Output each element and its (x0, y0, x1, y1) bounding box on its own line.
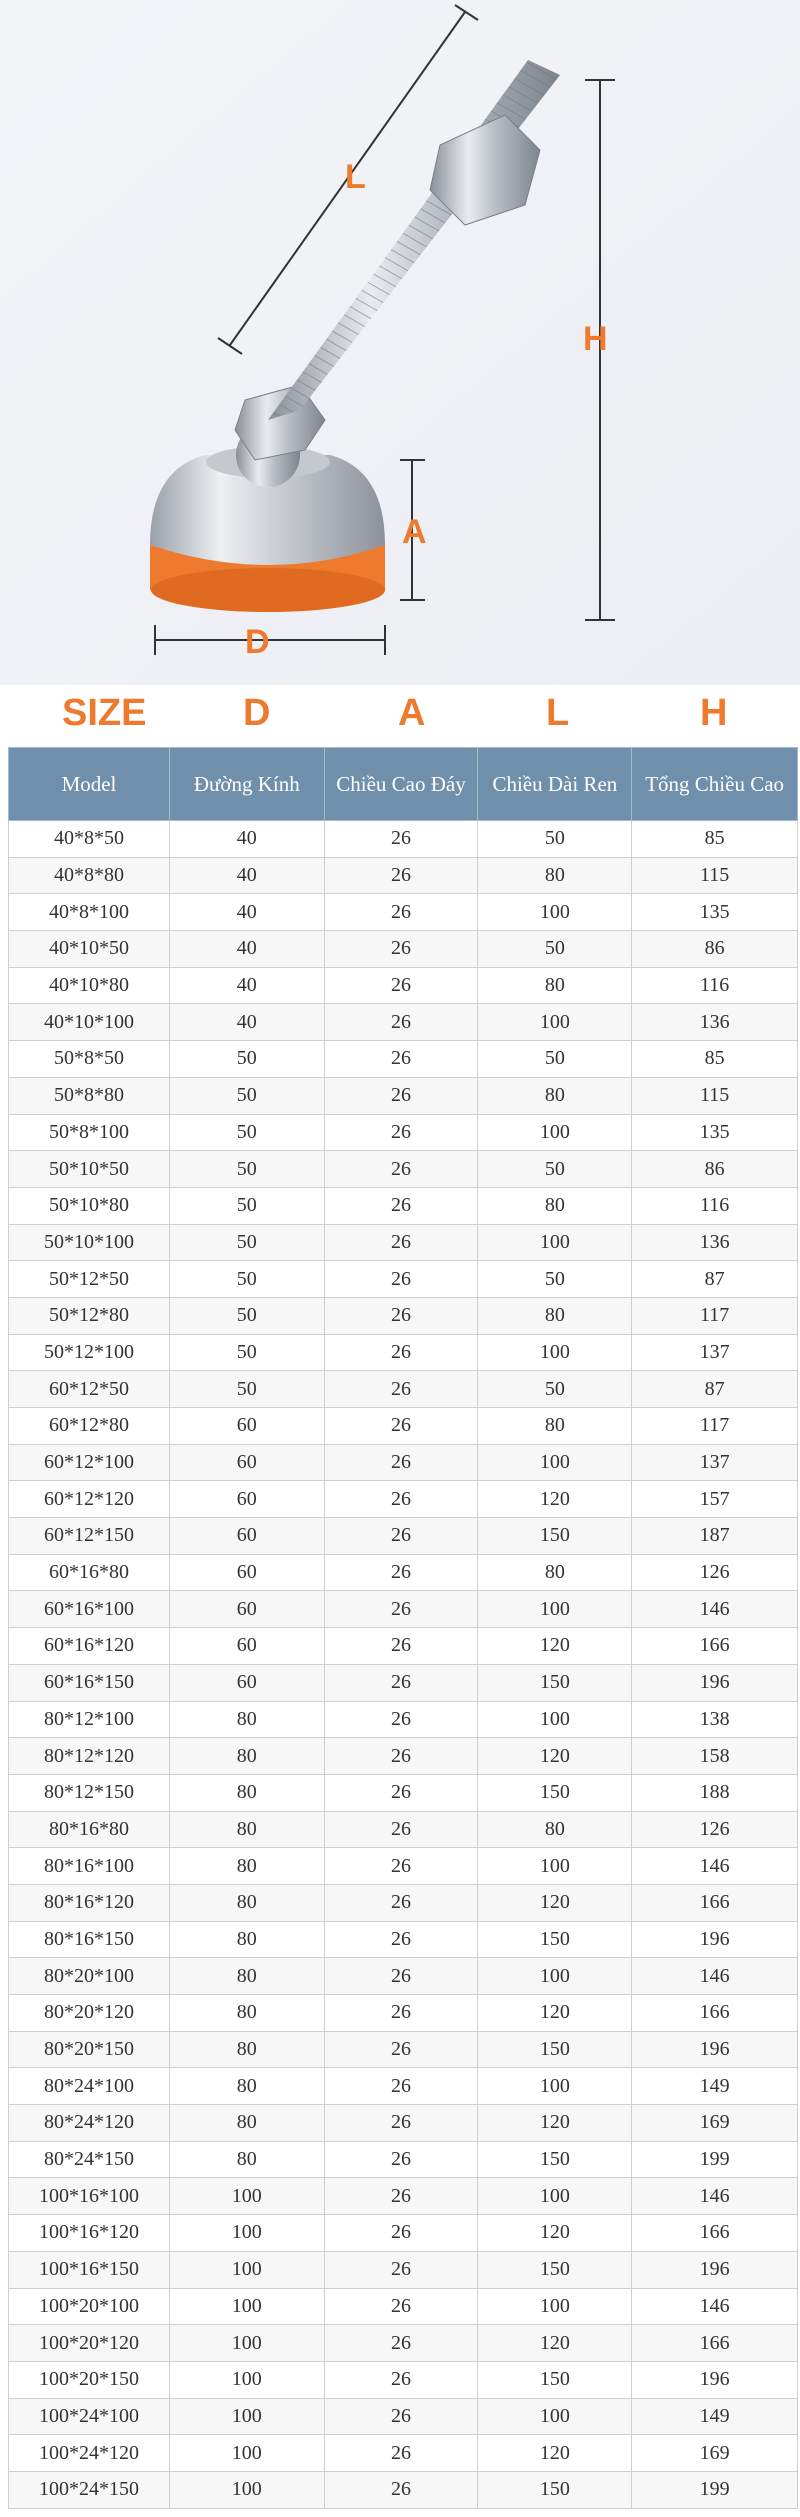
cell-model: 100*16*100 (9, 2178, 170, 2215)
table-row (9, 2215, 798, 2252)
cell-thread-length: 120 (478, 1995, 632, 2032)
table-row (9, 2325, 798, 2362)
cell-diameter: 100 (169, 2325, 324, 2362)
cell-total-height: 166 (632, 1995, 798, 2032)
cell-base-height: 26 (324, 1077, 478, 1114)
header-row (9, 748, 798, 821)
cell-base-height: 26 (324, 2325, 478, 2362)
table-row (9, 2068, 798, 2105)
cell-total-height: 169 (632, 2435, 798, 2472)
cell-base-height: 26 (324, 1774, 478, 1811)
cell-total-height: 146 (632, 2288, 798, 2325)
table-row (9, 1628, 798, 1665)
cell-model: 80*12*150 (9, 1774, 170, 1811)
cell-thread-length: 100 (478, 2068, 632, 2105)
cell-thread-length: 120 (478, 1481, 632, 1518)
cell-total-height: 116 (632, 967, 798, 1004)
cell-base-height: 26 (324, 2178, 478, 2215)
cell-model: 60*12*150 (9, 1518, 170, 1555)
cell-total-height: 146 (632, 2178, 798, 2215)
cell-thread-length: 50 (478, 931, 632, 968)
cell-diameter: 40 (169, 967, 324, 1004)
cell-total-height: 117 (632, 1408, 798, 1445)
cell-base-height: 26 (324, 2288, 478, 2325)
size-letter-a: A (398, 692, 426, 734)
cell-diameter: 60 (169, 1554, 324, 1591)
cell-total-height: 126 (632, 1554, 798, 1591)
dimension-label-h: H (583, 320, 608, 358)
cell-thread-length: 100 (478, 1444, 632, 1481)
table-row (9, 2251, 798, 2288)
cell-diameter: 80 (169, 1995, 324, 2032)
cell-thread-length: 80 (478, 967, 632, 1004)
table-row (9, 821, 798, 858)
cell-diameter: 80 (169, 1848, 324, 1885)
cell-total-height: 196 (632, 1664, 798, 1701)
cell-model: 60*12*100 (9, 1444, 170, 1481)
cell-total-height: 115 (632, 857, 798, 894)
cell-base-height: 26 (324, 1187, 478, 1224)
cell-diameter: 50 (169, 1041, 324, 1078)
cell-diameter: 100 (169, 2178, 324, 2215)
cell-total-height: 149 (632, 2068, 798, 2105)
cell-thread-length: 150 (478, 2251, 632, 2288)
cell-thread-length: 100 (478, 2398, 632, 2435)
cell-base-height: 26 (324, 1371, 478, 1408)
cell-model: 60*12*50 (9, 1371, 170, 1408)
cell-diameter: 50 (169, 1114, 324, 1151)
size-label-row (0, 688, 800, 744)
cell-thread-length: 100 (478, 1701, 632, 1738)
table-row (9, 894, 798, 931)
cell-diameter: 50 (169, 1334, 324, 1371)
cell-model: 50*12*100 (9, 1334, 170, 1371)
cell-base-height: 26 (324, 1995, 478, 2032)
cell-total-height: 199 (632, 2141, 798, 2178)
cell-model: 60*12*120 (9, 1481, 170, 1518)
cell-total-height: 87 (632, 1371, 798, 1408)
table-row (9, 1114, 798, 1151)
cell-total-height: 187 (632, 1518, 798, 1555)
table-row (9, 967, 798, 1004)
cell-base-height: 26 (324, 2105, 478, 2142)
cell-total-height: 136 (632, 1004, 798, 1041)
cell-base-height: 26 (324, 1334, 478, 1371)
header-total-height: Tổng Chiều Cao (632, 748, 798, 821)
cell-base-height: 26 (324, 1297, 478, 1334)
cell-total-height: 166 (632, 1628, 798, 1665)
cell-model: 100*16*120 (9, 2215, 170, 2252)
cell-thread-length: 100 (478, 2288, 632, 2325)
cell-model: 80*24*150 (9, 2141, 170, 2178)
size-letter-h: H (700, 692, 728, 734)
cell-model: 100*16*150 (9, 2251, 170, 2288)
cell-model: 100*20*100 (9, 2288, 170, 2325)
table-row (9, 1738, 798, 1775)
header-base-height: Chiều Cao Đáy (324, 748, 478, 821)
cell-model: 80*20*120 (9, 1995, 170, 2032)
product-photo (0, 0, 800, 685)
table-row (9, 1664, 798, 1701)
cell-diameter: 50 (169, 1187, 324, 1224)
cell-model: 80*20*100 (9, 1958, 170, 1995)
dimension-label-d: D (245, 623, 270, 661)
cell-base-height: 26 (324, 2141, 478, 2178)
cell-total-height: 86 (632, 1151, 798, 1188)
cell-base-height: 26 (324, 967, 478, 1004)
cell-diameter: 100 (169, 2471, 324, 2508)
cell-model: 100*24*100 (9, 2398, 170, 2435)
cell-model: 60*12*80 (9, 1408, 170, 1445)
cell-model: 60*16*150 (9, 1664, 170, 1701)
cell-thread-length: 100 (478, 1591, 632, 1628)
cell-thread-length: 100 (478, 1224, 632, 1261)
cell-base-height: 26 (324, 2471, 478, 2508)
cell-base-height: 26 (324, 1884, 478, 1921)
cell-base-height: 26 (324, 1921, 478, 1958)
cell-diameter: 100 (169, 2398, 324, 2435)
table-row (9, 2288, 798, 2325)
cell-diameter: 80 (169, 2141, 324, 2178)
cell-thread-length: 80 (478, 1297, 632, 1334)
cell-thread-length: 100 (478, 2178, 632, 2215)
cell-total-height: 149 (632, 2398, 798, 2435)
header-thread-length: Chiều Dài Ren (478, 748, 632, 821)
cell-thread-length: 100 (478, 1114, 632, 1151)
cell-model: 60*16*80 (9, 1554, 170, 1591)
table-row (9, 1151, 798, 1188)
cell-total-height: 199 (632, 2471, 798, 2508)
cell-total-height: 126 (632, 1811, 798, 1848)
cell-base-height: 26 (324, 1224, 478, 1261)
table-row (9, 2141, 798, 2178)
cell-thread-length: 80 (478, 1077, 632, 1114)
cell-thread-length: 100 (478, 1848, 632, 1885)
cell-diameter: 80 (169, 2105, 324, 2142)
cell-thread-length: 50 (478, 1041, 632, 1078)
cell-base-height: 26 (324, 1554, 478, 1591)
cell-model: 50*8*100 (9, 1114, 170, 1151)
table-row (9, 1958, 798, 1995)
cell-total-height: 136 (632, 1224, 798, 1261)
cell-base-height: 26 (324, 1701, 478, 1738)
table-row (9, 1334, 798, 1371)
table-row (9, 1077, 798, 1114)
cell-base-height: 26 (324, 1481, 478, 1518)
cell-base-height: 26 (324, 1261, 478, 1298)
cell-thread-length: 50 (478, 1151, 632, 1188)
cell-base-height: 26 (324, 2398, 478, 2435)
table-row (9, 1774, 798, 1811)
cell-diameter: 80 (169, 1884, 324, 1921)
cell-diameter: 80 (169, 2068, 324, 2105)
cell-thread-length: 100 (478, 1958, 632, 1995)
cell-base-height: 26 (324, 2361, 478, 2398)
cell-model: 100*20*120 (9, 2325, 170, 2362)
cell-diameter: 80 (169, 2031, 324, 2068)
cell-thread-length: 150 (478, 1664, 632, 1701)
cell-thread-length: 150 (478, 2141, 632, 2178)
cell-diameter: 60 (169, 1518, 324, 1555)
cell-diameter: 50 (169, 1077, 324, 1114)
cell-thread-length: 100 (478, 1004, 632, 1041)
cell-model: 80*24*120 (9, 2105, 170, 2142)
cell-total-height: 116 (632, 1187, 798, 1224)
cell-diameter: 40 (169, 931, 324, 968)
cell-total-height: 196 (632, 1921, 798, 1958)
cell-diameter: 40 (169, 1004, 324, 1041)
table-row (9, 1884, 798, 1921)
cell-diameter: 50 (169, 1224, 324, 1261)
size-letter-l: L (546, 692, 570, 734)
cell-thread-length: 150 (478, 1518, 632, 1555)
cell-total-height: 166 (632, 2215, 798, 2252)
cell-model: 80*12*100 (9, 1701, 170, 1738)
cell-base-height: 26 (324, 2031, 478, 2068)
size-letter-d: D (243, 692, 271, 734)
header-diameter: Đường Kính (169, 748, 324, 821)
table-row (9, 1701, 798, 1738)
cell-thread-length: 150 (478, 2471, 632, 2508)
table-row (9, 1261, 798, 1298)
table-row (9, 1921, 798, 1958)
cell-thread-length: 100 (478, 1334, 632, 1371)
cell-total-height: 137 (632, 1444, 798, 1481)
dimension-label-a: A (402, 513, 427, 551)
cell-diameter: 50 (169, 1151, 324, 1188)
cell-base-height: 26 (324, 1811, 478, 1848)
table-row (9, 1518, 798, 1555)
cell-base-height: 26 (324, 1591, 478, 1628)
cell-model: 50*10*50 (9, 1151, 170, 1188)
table-row (9, 1848, 798, 1885)
cell-model: 50*8*80 (9, 1077, 170, 1114)
header-model: Model (9, 748, 170, 821)
cell-model: 40*8*50 (9, 821, 170, 858)
cell-diameter: 100 (169, 2361, 324, 2398)
cell-total-height: 146 (632, 1591, 798, 1628)
cell-thread-length: 150 (478, 2031, 632, 2068)
cell-model: 40*10*80 (9, 967, 170, 1004)
cell-total-height: 166 (632, 2325, 798, 2362)
table-row (9, 2105, 798, 2142)
cell-base-height: 26 (324, 1518, 478, 1555)
cell-thread-length: 80 (478, 1811, 632, 1848)
cell-model: 40*8*100 (9, 894, 170, 931)
cell-diameter: 40 (169, 857, 324, 894)
table-row (9, 1444, 798, 1481)
cell-total-height: 146 (632, 1848, 798, 1885)
cell-thread-length: 80 (478, 857, 632, 894)
cell-total-height: 196 (632, 2361, 798, 2398)
table-row (9, 1004, 798, 1041)
cell-total-height: 135 (632, 1114, 798, 1151)
table-row (9, 2398, 798, 2435)
cell-model: 100*24*150 (9, 2471, 170, 2508)
cell-base-height: 26 (324, 1151, 478, 1188)
cell-model: 40*10*100 (9, 1004, 170, 1041)
cell-thread-length: 50 (478, 1371, 632, 1408)
cell-model: 50*12*50 (9, 1261, 170, 1298)
cell-model: 50*10*100 (9, 1224, 170, 1261)
cell-diameter: 80 (169, 1958, 324, 1995)
table-row (9, 1554, 798, 1591)
cell-base-height: 26 (324, 1004, 478, 1041)
table-row (9, 1297, 798, 1334)
cell-model: 60*16*120 (9, 1628, 170, 1665)
cell-thread-length: 80 (478, 1408, 632, 1445)
cell-model: 80*16*100 (9, 1848, 170, 1885)
table-row (9, 1995, 798, 2032)
cell-total-height: 169 (632, 2105, 798, 2142)
cell-base-height: 26 (324, 1041, 478, 1078)
cell-total-height: 146 (632, 1958, 798, 1995)
cell-base-height: 26 (324, 1408, 478, 1445)
cell-thread-length: 50 (478, 1261, 632, 1298)
cell-base-height: 26 (324, 1664, 478, 1701)
cell-diameter: 80 (169, 1701, 324, 1738)
cell-thread-length: 120 (478, 2215, 632, 2252)
table-row (9, 1481, 798, 1518)
cell-model: 40*8*80 (9, 857, 170, 894)
cell-diameter: 60 (169, 1664, 324, 1701)
cell-total-height: 158 (632, 1738, 798, 1775)
cell-base-height: 26 (324, 857, 478, 894)
cell-base-height: 26 (324, 1738, 478, 1775)
cell-total-height: 138 (632, 1701, 798, 1738)
cell-base-height: 26 (324, 2251, 478, 2288)
cell-base-height: 26 (324, 894, 478, 931)
cell-diameter: 50 (169, 1297, 324, 1334)
cell-thread-length: 120 (478, 2325, 632, 2362)
cell-diameter: 80 (169, 1921, 324, 1958)
cell-diameter: 40 (169, 821, 324, 858)
size-label: SIZE (62, 692, 147, 734)
cell-base-height: 26 (324, 931, 478, 968)
cell-total-height: 85 (632, 1041, 798, 1078)
cell-model: 40*10*50 (9, 931, 170, 968)
cell-model: 100*24*120 (9, 2435, 170, 2472)
cell-base-height: 26 (324, 2215, 478, 2252)
table-row (9, 931, 798, 968)
cell-model: 60*16*100 (9, 1591, 170, 1628)
table-row (9, 1187, 798, 1224)
cell-model: 100*20*150 (9, 2361, 170, 2398)
cell-thread-length: 120 (478, 1628, 632, 1665)
cell-total-height: 157 (632, 1481, 798, 1518)
cell-diameter: 80 (169, 1811, 324, 1848)
table-row (9, 2178, 798, 2215)
cell-base-height: 26 (324, 1114, 478, 1151)
cell-diameter: 100 (169, 2251, 324, 2288)
cell-base-height: 26 (324, 1628, 478, 1665)
cell-base-height: 26 (324, 821, 478, 858)
cell-total-height: 196 (632, 2251, 798, 2288)
cell-diameter: 60 (169, 1444, 324, 1481)
cell-thread-length: 150 (478, 1774, 632, 1811)
table-row (9, 2361, 798, 2398)
cell-total-height: 196 (632, 2031, 798, 2068)
cell-thread-length: 80 (478, 1187, 632, 1224)
cell-total-height: 188 (632, 1774, 798, 1811)
cell-base-height: 26 (324, 2068, 478, 2105)
cell-diameter: 50 (169, 1261, 324, 1298)
table-row (9, 2471, 798, 2508)
spec-table (8, 747, 798, 2509)
cell-base-height: 26 (324, 1444, 478, 1481)
cell-total-height: 115 (632, 1077, 798, 1114)
cell-total-height: 117 (632, 1297, 798, 1334)
cell-model: 80*16*150 (9, 1921, 170, 1958)
cell-diameter: 60 (169, 1591, 324, 1628)
cell-diameter: 100 (169, 2215, 324, 2252)
cell-base-height: 26 (324, 1848, 478, 1885)
cell-diameter: 60 (169, 1628, 324, 1665)
cell-model: 80*24*100 (9, 2068, 170, 2105)
table-row (9, 1408, 798, 1445)
cell-model: 50*10*80 (9, 1187, 170, 1224)
cell-model: 80*16*80 (9, 1811, 170, 1848)
cell-thread-length: 150 (478, 2361, 632, 2398)
cell-total-height: 166 (632, 1884, 798, 1921)
cell-thread-length: 120 (478, 1884, 632, 1921)
cell-base-height: 26 (324, 2435, 478, 2472)
table-row (9, 1811, 798, 1848)
cell-total-height: 85 (632, 821, 798, 858)
dimension-label-l: L (345, 158, 366, 196)
cell-diameter: 100 (169, 2288, 324, 2325)
cell-total-height: 137 (632, 1334, 798, 1371)
cell-thread-length: 120 (478, 2435, 632, 2472)
cell-thread-length: 120 (478, 1738, 632, 1775)
cell-model: 80*20*150 (9, 2031, 170, 2068)
table-row (9, 1041, 798, 1078)
cell-thread-length: 120 (478, 2105, 632, 2142)
table-row (9, 2031, 798, 2068)
table-row (9, 1591, 798, 1628)
table-row (9, 857, 798, 894)
cell-thread-length: 150 (478, 1921, 632, 1958)
cell-thread-length: 80 (478, 1554, 632, 1591)
cell-diameter: 50 (169, 1371, 324, 1408)
cell-diameter: 80 (169, 1738, 324, 1775)
spec-table-body (9, 821, 798, 2509)
table-row (9, 1371, 798, 1408)
cell-model: 80*12*120 (9, 1738, 170, 1775)
cell-diameter: 100 (169, 2435, 324, 2472)
table-row (9, 1224, 798, 1261)
cell-total-height: 135 (632, 894, 798, 931)
cell-thread-length: 50 (478, 821, 632, 858)
cell-diameter: 40 (169, 894, 324, 931)
cell-diameter: 60 (169, 1408, 324, 1445)
cell-model: 80*16*120 (9, 1884, 170, 1921)
cell-thread-length: 100 (478, 894, 632, 931)
cell-diameter: 80 (169, 1774, 324, 1811)
cell-model: 50*12*80 (9, 1297, 170, 1334)
cell-model: 50*8*50 (9, 1041, 170, 1078)
cell-total-height: 86 (632, 931, 798, 968)
table-row (9, 2435, 798, 2472)
cell-diameter: 60 (169, 1481, 324, 1518)
cell-base-height: 26 (324, 1958, 478, 1995)
cell-total-height: 87 (632, 1261, 798, 1298)
